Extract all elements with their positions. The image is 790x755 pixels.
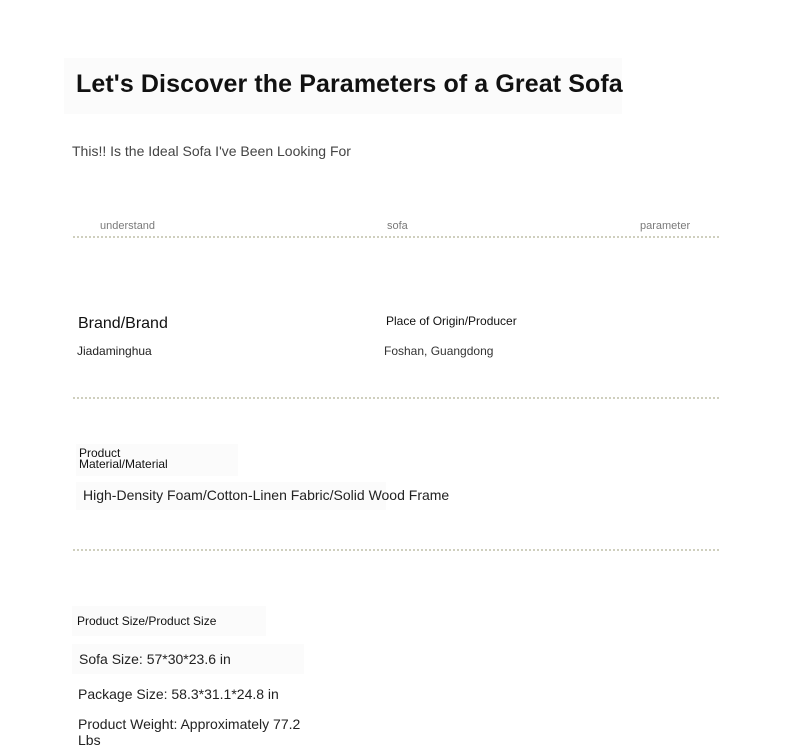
tab-understand: understand <box>100 220 156 232</box>
tab-sofa: sofa <box>387 220 408 232</box>
material-label: Product Material/Material <box>79 446 168 471</box>
sofa-size: Sofa Size: 57*30*23.6 in <box>79 651 231 667</box>
package-size: Package Size: 58.3*31.1*24.8 in <box>78 686 279 702</box>
tab-parameter: parameter <box>640 220 691 232</box>
section-divider <box>73 549 719 551</box>
brand-value: Jiadaminghua <box>77 344 152 358</box>
material-value: High-Density Foam/Cotton-Linen Fabric/Solid Wood Frame <box>83 487 450 503</box>
section-divider <box>73 397 719 399</box>
brand-label: Brand/Brand <box>78 315 168 332</box>
product-weight: Product Weight: Approximately 77.2 Lbs <box>78 716 301 748</box>
size-label: Product Size/Product Size <box>77 614 217 628</box>
page-title: Let's Discover the Parameters of a Great Sofa <box>76 70 623 98</box>
origin-value: Foshan, Guangdong <box>384 344 494 358</box>
section-divider <box>73 236 719 238</box>
origin-label: Place of Origin/Producer <box>386 314 517 328</box>
page-subtitle: This!! Is the Ideal Sofa I've Been Looking For <box>72 143 351 159</box>
